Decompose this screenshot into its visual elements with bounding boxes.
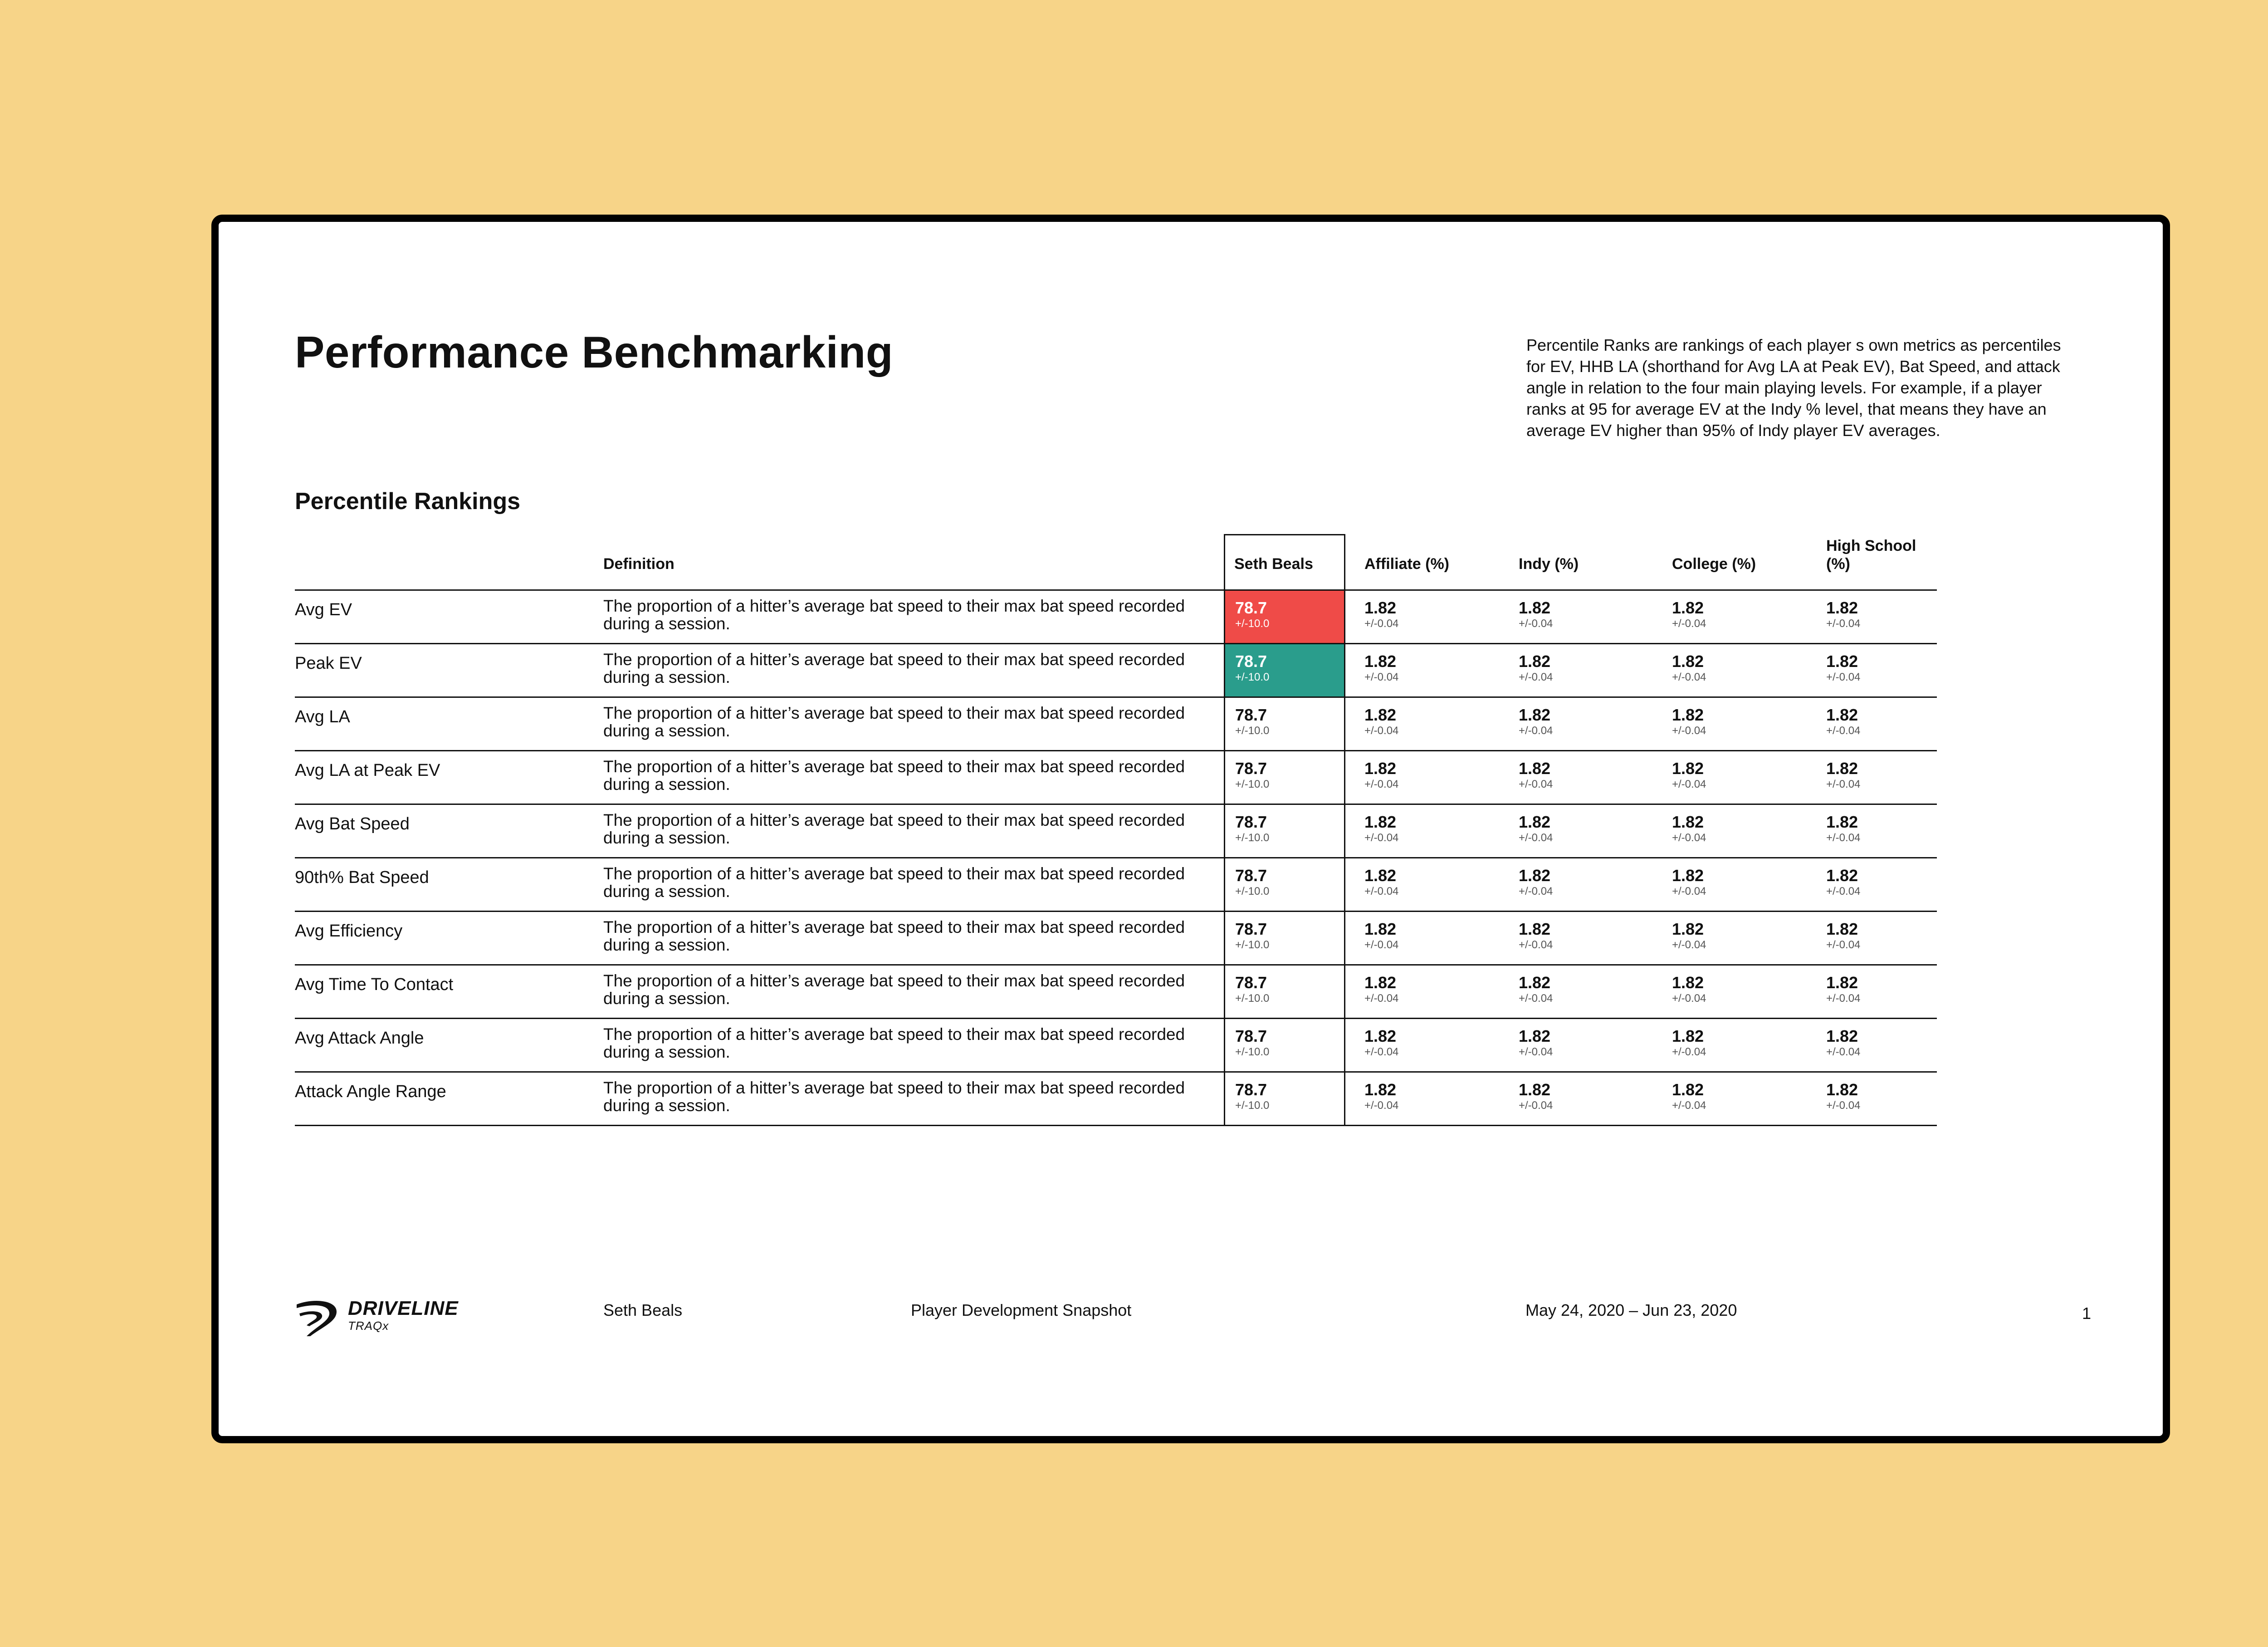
metric-definition: The proportion of a hitter’s average bat speed to their max bat speed recorded during a session. — [603, 650, 1185, 686]
affiliate-cell — [1364, 920, 1398, 952]
affiliate-value: 1.82 — [1364, 1027, 1397, 1045]
college-error: +/-0.04 — [1672, 885, 1706, 897]
table-row — [295, 591, 1937, 644]
column-header-definition: Definition — [603, 555, 675, 573]
high-school-cell — [1826, 760, 1860, 791]
player-value: 78.7 — [1235, 920, 1267, 938]
player-cell — [1224, 591, 1345, 643]
player-value: 78.7 — [1235, 706, 1267, 724]
affiliate-error: +/-0.04 — [1364, 939, 1399, 951]
player-cell-content — [1235, 974, 1269, 1005]
college-value: 1.82 — [1672, 920, 1704, 938]
player-cell-highlight — [1225, 591, 1344, 643]
indy-value: 1.82 — [1519, 706, 1551, 724]
college-cell — [1672, 599, 1706, 631]
indy-cell — [1519, 760, 1553, 791]
indy-value: 1.82 — [1519, 920, 1551, 938]
college-value: 1.82 — [1672, 598, 1704, 617]
high-school-cell — [1826, 1081, 1860, 1113]
footer-date-range: May 24, 2020 – Jun 23, 2020 — [1525, 1301, 1737, 1319]
indy-cell — [1519, 920, 1553, 952]
college-error: +/-0.04 — [1672, 725, 1706, 737]
player-cell — [1224, 698, 1345, 750]
metric-definition: The proportion of a hitter’s average bat speed to their max bat speed recorded during a session. — [603, 811, 1185, 847]
college-value: 1.82 — [1672, 1080, 1704, 1099]
metric-name: 90th% Bat Speed — [295, 868, 429, 887]
college-cell — [1672, 974, 1706, 1005]
metric-name: Attack Angle Range — [295, 1082, 446, 1101]
metric-definition: The proportion of a hitter’s average bat speed to their max bat speed recorded during a session. — [603, 971, 1185, 1008]
affiliate-cell — [1364, 813, 1398, 845]
high-school-cell — [1826, 867, 1860, 898]
player-error: +/-10.0 — [1235, 618, 1270, 630]
college-error: +/-0.04 — [1672, 1099, 1706, 1112]
indy-error: +/-0.04 — [1519, 939, 1553, 951]
college-error: +/-0.04 — [1672, 939, 1706, 951]
table-row — [295, 805, 1937, 858]
player-value: 78.7 — [1235, 866, 1267, 885]
high-school-value: 1.82 — [1826, 706, 1858, 724]
affiliate-error: +/-0.04 — [1364, 725, 1399, 737]
player-error: +/-10.0 — [1235, 992, 1270, 1005]
metric-name: Avg Bat Speed — [295, 814, 410, 833]
player-cell-content — [1235, 867, 1269, 898]
college-value: 1.82 — [1672, 759, 1704, 778]
college-value: 1.82 — [1672, 652, 1704, 671]
indy-error: +/-0.04 — [1519, 885, 1553, 897]
indy-error: +/-0.04 — [1519, 992, 1553, 1005]
indy-error: +/-0.04 — [1519, 618, 1553, 630]
player-cell — [1224, 1073, 1345, 1125]
affiliate-value: 1.82 — [1364, 598, 1397, 617]
college-error: +/-0.04 — [1672, 832, 1706, 844]
metric-name: Avg Time To Contact — [295, 975, 454, 994]
indy-error: +/-0.04 — [1519, 1099, 1553, 1112]
metric-name: Peak EV — [295, 654, 362, 673]
metric-definition: The proportion of a hitter’s average bat speed to their max bat speed recorded during a session. — [603, 1025, 1185, 1061]
table-body — [295, 591, 1937, 1126]
affiliate-value: 1.82 — [1364, 706, 1397, 724]
player-cell-highlight — [1225, 644, 1344, 696]
table-row — [295, 912, 1937, 966]
affiliate-cell — [1364, 1081, 1398, 1113]
player-cell — [1224, 751, 1345, 804]
indy-value: 1.82 — [1519, 759, 1551, 778]
player-error: +/-10.0 — [1235, 778, 1270, 790]
affiliate-value: 1.82 — [1364, 759, 1397, 778]
indy-value: 1.82 — [1519, 866, 1551, 885]
indy-error: +/-0.04 — [1519, 1046, 1553, 1058]
affiliate-cell — [1364, 599, 1398, 631]
high-school-value: 1.82 — [1826, 598, 1858, 617]
player-column-header — [1224, 534, 1345, 589]
indy-value: 1.82 — [1519, 1027, 1551, 1045]
indy-cell — [1519, 1027, 1553, 1059]
high-school-value: 1.82 — [1826, 920, 1858, 938]
driveline-logo — [295, 1297, 485, 1343]
player-error: +/-10.0 — [1235, 671, 1270, 683]
player-value: 78.7 — [1235, 813, 1267, 831]
indy-error: +/-0.04 — [1519, 832, 1553, 844]
high-school-cell — [1826, 974, 1860, 1005]
table-header — [295, 534, 1937, 591]
college-error: +/-0.04 — [1672, 671, 1706, 683]
player-cell-content — [1235, 652, 1269, 684]
page-title: Performance Benchmarking — [295, 327, 894, 377]
percentile-rankings-table — [295, 534, 1937, 1126]
affiliate-cell — [1364, 867, 1398, 898]
college-cell — [1672, 920, 1706, 952]
high-school-error: +/-0.04 — [1826, 778, 1861, 790]
high-school-cell — [1826, 706, 1860, 738]
indy-value: 1.82 — [1519, 598, 1551, 617]
column-header-college: College (%) — [1672, 555, 1756, 573]
high-school-error: +/-0.04 — [1826, 992, 1861, 1005]
column-header-indy: Indy (%) — [1519, 555, 1579, 573]
report-page — [211, 215, 2170, 1443]
column-header-player: Seth Beals — [1234, 555, 1313, 573]
high-school-value: 1.82 — [1826, 652, 1858, 671]
affiliate-cell — [1364, 974, 1398, 1005]
metric-name: Avg Attack Angle — [295, 1029, 424, 1048]
player-cell-content — [1235, 1027, 1269, 1059]
college-value: 1.82 — [1672, 1027, 1704, 1045]
table-row — [295, 1073, 1937, 1126]
column-header-high-school: High School (%) — [1826, 537, 1916, 573]
affiliate-value: 1.82 — [1364, 973, 1397, 992]
player-cell — [1224, 1019, 1345, 1071]
player-error: +/-10.0 — [1235, 832, 1270, 844]
college-cell — [1672, 867, 1706, 898]
player-cell — [1224, 858, 1345, 911]
player-error: +/-10.0 — [1235, 939, 1270, 951]
player-cell-content — [1235, 760, 1269, 791]
high-school-error: +/-0.04 — [1826, 618, 1861, 630]
indy-cell — [1519, 1081, 1553, 1113]
affiliate-error: +/-0.04 — [1364, 1046, 1399, 1058]
college-cell — [1672, 706, 1706, 738]
table-row — [295, 1019, 1937, 1073]
college-error: +/-0.04 — [1672, 1046, 1706, 1058]
indy-value: 1.82 — [1519, 652, 1551, 671]
high-school-error: +/-0.04 — [1826, 832, 1861, 844]
affiliate-error: +/-0.04 — [1364, 992, 1399, 1005]
affiliate-error: +/-0.04 — [1364, 778, 1399, 790]
affiliate-cell — [1364, 706, 1398, 738]
affiliate-value: 1.82 — [1364, 1080, 1397, 1099]
college-value: 1.82 — [1672, 973, 1704, 992]
college-cell — [1672, 652, 1706, 684]
player-cell — [1224, 966, 1345, 1018]
indy-cell — [1519, 706, 1553, 738]
high-school-error: +/-0.04 — [1826, 885, 1861, 897]
indy-value: 1.82 — [1519, 813, 1551, 831]
college-error: +/-0.04 — [1672, 778, 1706, 790]
affiliate-cell — [1364, 652, 1398, 684]
high-school-cell — [1826, 1027, 1860, 1059]
college-cell — [1672, 1081, 1706, 1113]
player-cell — [1224, 805, 1345, 857]
high-school-error: +/-0.04 — [1826, 939, 1861, 951]
metric-definition: The proportion of a hitter’s average bat speed to their max bat speed recorded during a session. — [603, 597, 1185, 633]
player-cell-content — [1235, 706, 1269, 738]
brand-name: DRIVELINE — [348, 1297, 459, 1319]
metric-definition: The proportion of a hitter’s average bat speed to their max bat speed recorded during a session. — [603, 704, 1185, 740]
player-error: +/-10.0 — [1235, 725, 1270, 737]
college-value: 1.82 — [1672, 813, 1704, 831]
indy-cell — [1519, 599, 1553, 631]
metric-name: Avg Efficiency — [295, 922, 403, 941]
high-school-cell — [1826, 652, 1860, 684]
player-value: 78.7 — [1235, 1080, 1267, 1099]
affiliate-error: +/-0.04 — [1364, 832, 1399, 844]
indy-cell — [1519, 652, 1553, 684]
college-cell — [1672, 1027, 1706, 1059]
player-value: 78.7 — [1235, 759, 1267, 778]
player-value: 78.7 — [1235, 652, 1267, 671]
player-error: +/-10.0 — [1235, 885, 1270, 897]
high-school-value: 1.82 — [1826, 759, 1858, 778]
player-cell-content — [1235, 599, 1269, 631]
affiliate-error: +/-0.04 — [1364, 885, 1399, 897]
affiliate-cell — [1364, 1027, 1398, 1059]
metric-definition: The proportion of a hitter’s average bat speed to their max bat speed recorded during a session. — [603, 757, 1185, 794]
affiliate-error: +/-0.04 — [1364, 618, 1399, 630]
high-school-value: 1.82 — [1826, 866, 1858, 885]
table-row — [295, 644, 1937, 698]
column-header-affiliate: Affiliate (%) — [1364, 555, 1449, 573]
high-school-value: 1.82 — [1826, 813, 1858, 831]
college-cell — [1672, 760, 1706, 791]
affiliate-cell — [1364, 760, 1398, 791]
high-school-value: 1.82 — [1826, 1080, 1858, 1099]
player-value: 78.7 — [1235, 1027, 1267, 1045]
affiliate-error: +/-0.04 — [1364, 1099, 1399, 1112]
high-school-cell — [1826, 813, 1860, 845]
intro-text: Percentile Ranks are rankings of each player s own metrics as percentiles for EV, HHB LA (shorthand for Avg LA at Peak EV), Bat Speed, and attack angle in relation to the four main playing levels. For example, if a player ranks at 95 for average EV at the Indy % level, that means they have an average EV higher than 95% of Indy player EV averages. — [1526, 336, 2061, 440]
indy-value: 1.82 — [1519, 973, 1551, 992]
college-error: +/-0.04 — [1672, 992, 1706, 1005]
player-cell-content — [1235, 813, 1269, 845]
table-row — [295, 858, 1937, 912]
college-error: +/-0.04 — [1672, 618, 1706, 630]
high-school-value: 1.82 — [1826, 973, 1858, 992]
metric-name: Avg LA — [295, 707, 350, 726]
player-value: 78.7 — [1235, 598, 1267, 617]
table-row — [295, 698, 1937, 751]
page-number: 1 — [2082, 1304, 2092, 1323]
affiliate-error: +/-0.04 — [1364, 671, 1399, 683]
college-cell — [1672, 813, 1706, 845]
metric-name: Avg LA at Peak EV — [295, 761, 440, 780]
player-cell-content — [1235, 920, 1269, 952]
indy-value: 1.82 — [1519, 1080, 1551, 1099]
metric-definition: The proportion of a hitter’s average bat speed to their max bat speed recorded during a session. — [603, 918, 1185, 954]
player-value: 78.7 — [1235, 973, 1267, 992]
high-school-cell — [1826, 599, 1860, 631]
footer-player-name: Seth Beals — [603, 1301, 683, 1319]
metric-definition: The proportion of a hitter’s average bat speed to their max bat speed recorded during a session. — [603, 864, 1185, 901]
player-cell-content — [1235, 1081, 1269, 1113]
driveline-swoosh-icon — [295, 1298, 340, 1339]
high-school-error: +/-0.04 — [1826, 725, 1861, 737]
high-school-error: +/-0.04 — [1826, 1046, 1861, 1058]
player-error: +/-10.0 — [1235, 1099, 1270, 1112]
indy-error: +/-0.04 — [1519, 778, 1553, 790]
affiliate-value: 1.82 — [1364, 920, 1397, 938]
high-school-error: +/-0.04 — [1826, 1099, 1861, 1112]
footer-report-name: Player Development Snapshot — [911, 1301, 1132, 1319]
brand-subtitle: TRAQx — [348, 1319, 389, 1333]
player-cell — [1224, 912, 1345, 964]
table-row — [295, 966, 1937, 1019]
metric-definition: The proportion of a hitter’s average bat speed to their max bat speed recorded during a session. — [603, 1078, 1185, 1115]
high-school-value: 1.82 — [1826, 1027, 1858, 1045]
indy-cell — [1519, 813, 1553, 845]
indy-cell — [1519, 974, 1553, 1005]
affiliate-value: 1.82 — [1364, 652, 1397, 671]
player-cell — [1224, 644, 1345, 696]
college-value: 1.82 — [1672, 866, 1704, 885]
table-row — [295, 751, 1937, 805]
indy-error: +/-0.04 — [1519, 725, 1553, 737]
college-value: 1.82 — [1672, 706, 1704, 724]
indy-cell — [1519, 867, 1553, 898]
high-school-cell — [1826, 920, 1860, 952]
metric-name: Avg EV — [295, 600, 352, 619]
indy-error: +/-0.04 — [1519, 671, 1553, 683]
affiliate-value: 1.82 — [1364, 813, 1397, 831]
player-error: +/-10.0 — [1235, 1046, 1270, 1058]
affiliate-value: 1.82 — [1364, 866, 1397, 885]
section-title: Percentile Rankings — [295, 488, 521, 515]
high-school-error: +/-0.04 — [1826, 671, 1861, 683]
